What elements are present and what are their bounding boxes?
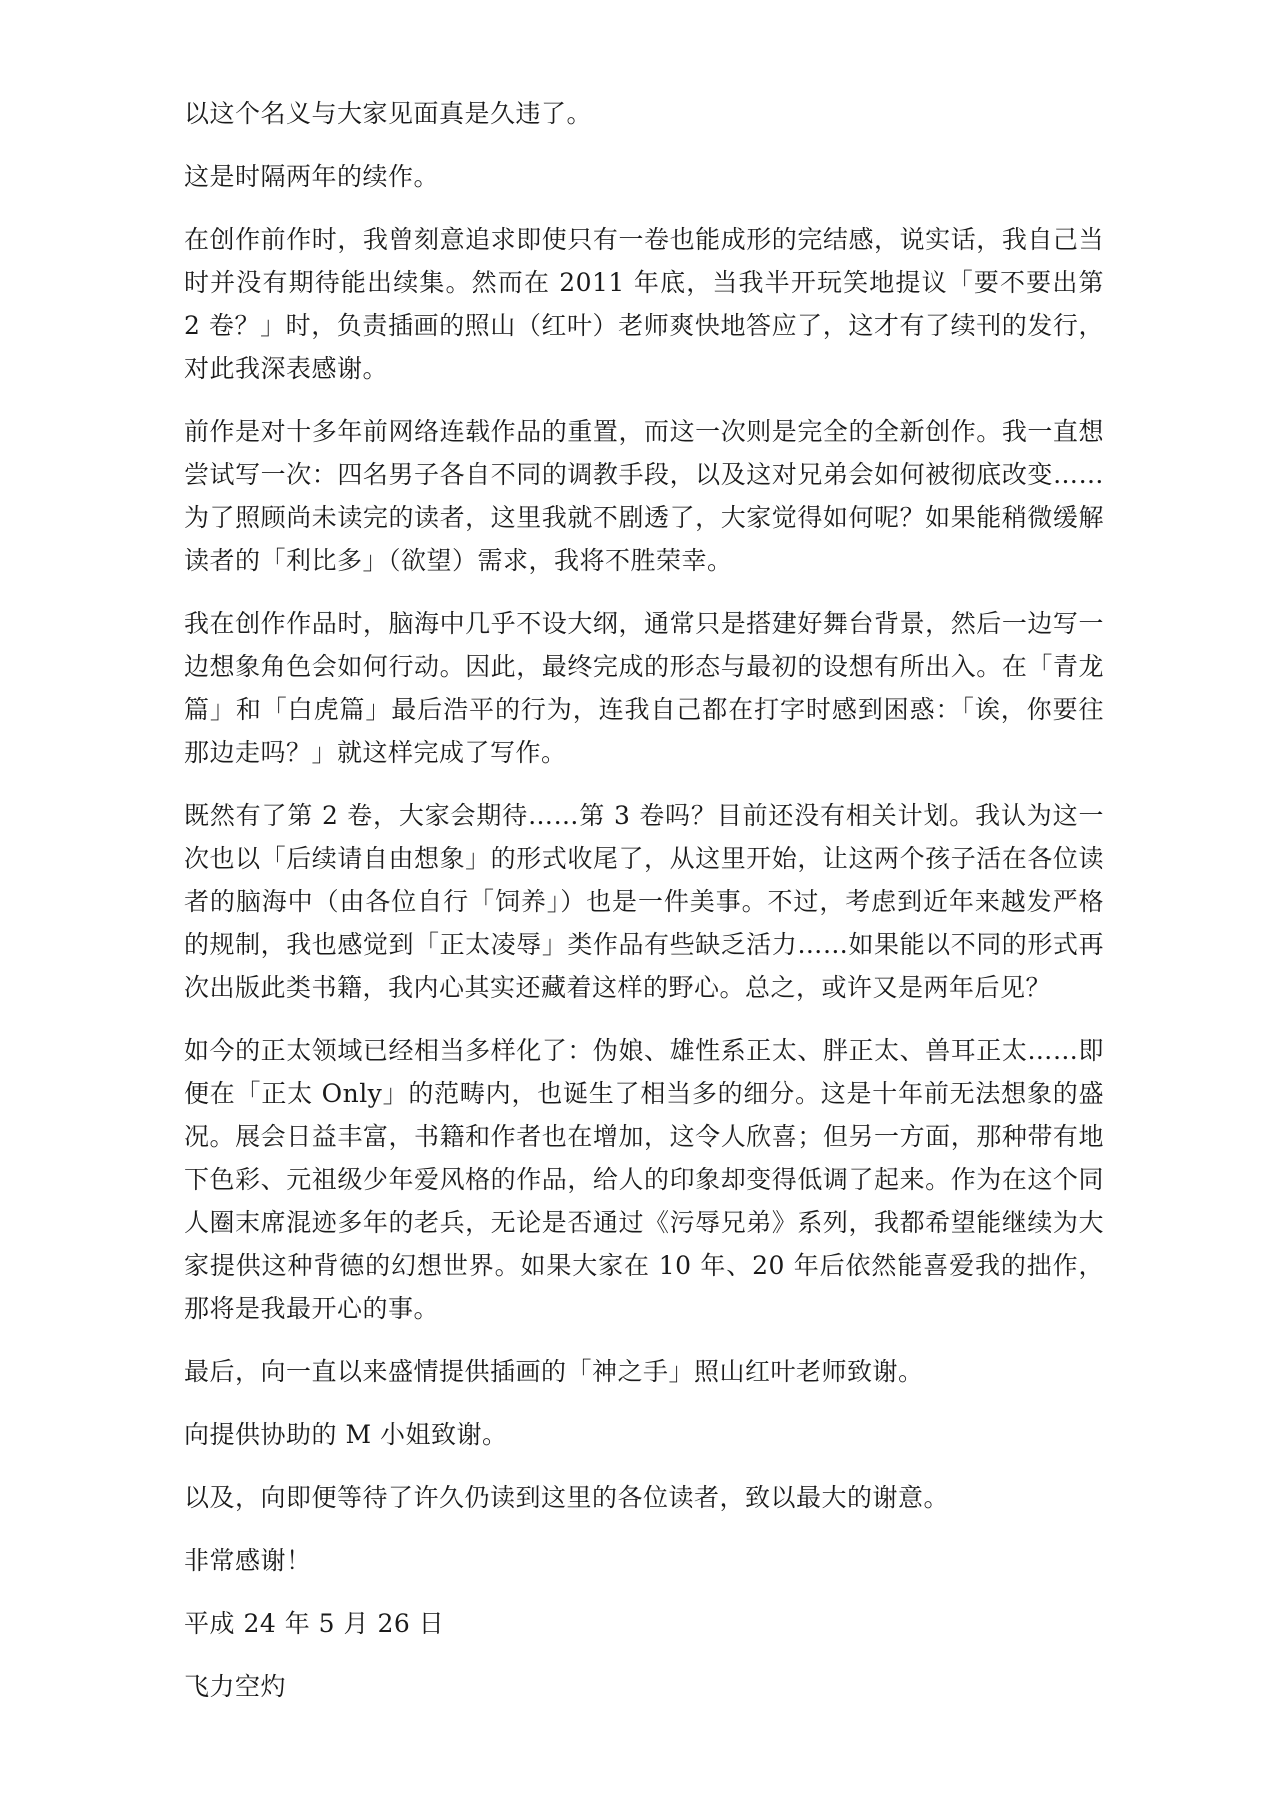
paragraph-greeting: 以这个名义与大家见面真是久违了。 [184, 99, 593, 128]
paragraph-previous-work: 在创作前作时，我曾刻意追求即使只有一卷也能成形的完结感，说实话，我自己当时并没有期待能出续集。然而在 2011 年底，当我半开玩笑地提议「要不要出第 2 卷？」时，负责插画的照山（红叶）老师爽快地答应了，这才有了续刊的发行，对此我深表感谢。 [184, 225, 1104, 383]
paragraph-volume-three: 既然有了第 2 卷，大家会期待……第 3 卷吗？目前还没有相关计划。我认为这一次也以「后续请自由想象」的形式收尾了，从这里开始，让这两个孩子活在各位读者的脑海中（由各位自行「饲养」）也是一件美事。不过，考虑到近年来越发严格的规制，我也感觉到「正太凌辱」类作品有些缺乏活力……如果能以不同的形式再次出版此类书籍，我内心其实还藏着这样的野心。总之，或许又是两年后见？ [184, 801, 1104, 1002]
afterword-text-block [184, 92, 1104, 1728]
paragraph-thanks-assistant: 向提供协助的 M 小姐致谢。 [184, 1420, 508, 1449]
paragraph-closing: 非常感谢！ [184, 1546, 312, 1575]
paragraph-writing-process: 我在创作作品时，脑海中几乎不设大纲，通常只是搭建好舞台背景，然后一边写一边想象角色会如何行动。因此，最终完成的形态与最初的设想有所出入。在「青龙篇」和「白虎篇」最后浩平的行为，连我自己都在打字时感到困惑：「诶，你要往那边走吗？」就这样完成了写作。 [184, 609, 1104, 767]
paragraph-thanks-readers: 以及，向即便等待了许久仍读到这里的各位读者，致以最大的谢意。 [184, 1483, 950, 1512]
paragraph-sequel-note: 这是时隔两年的续作。 [184, 162, 440, 191]
paragraph-thanks-illustrator: 最后，向一直以来盛情提供插画的「神之手」照山红叶老师致谢。 [184, 1357, 924, 1386]
paragraph-genre-diversity: 如今的正太领域已经相当多样化了：伪娘、雄性系正太、胖正太、兽耳正太……即便在「正太 Only」的范畴内，也诞生了相当多的细分。这是十年前无法想象的盛况。展会日益丰富，书籍和作者也在增加，这令人欣喜；但另一方面，那种带有地下色彩、元祖级少年爱风格的作品，给人的印象却变得低调了起来。作为在这个同人圈末席混迹多年的老兵，无论是否通过《污辱兄弟》系列，我都希望能继续为大家提供这种背德的幻想世界。如果大家在 10 年、20 年后依然能喜爱我的拙作，那将是我最开心的事。 [184, 1036, 1104, 1323]
paragraph-new-creation: 前作是对十多年前网络连载作品的重置，而这一次则是完全的全新创作。我一直想尝试写一次：四名男子各自不同的调教手段，以及这对兄弟会如何被彻底改变……为了照顾尚未读完的读者，这里我就不剧透了，大家觉得如何呢？如果能稍微缓解读者的「利比多」（欲望）需求，我将不胜荣幸。 [184, 417, 1104, 575]
paragraph-author-signature: 飞力空灼 [184, 1672, 287, 1701]
paragraph-date: 平成 24 年 5 月 26 日 [184, 1609, 445, 1638]
